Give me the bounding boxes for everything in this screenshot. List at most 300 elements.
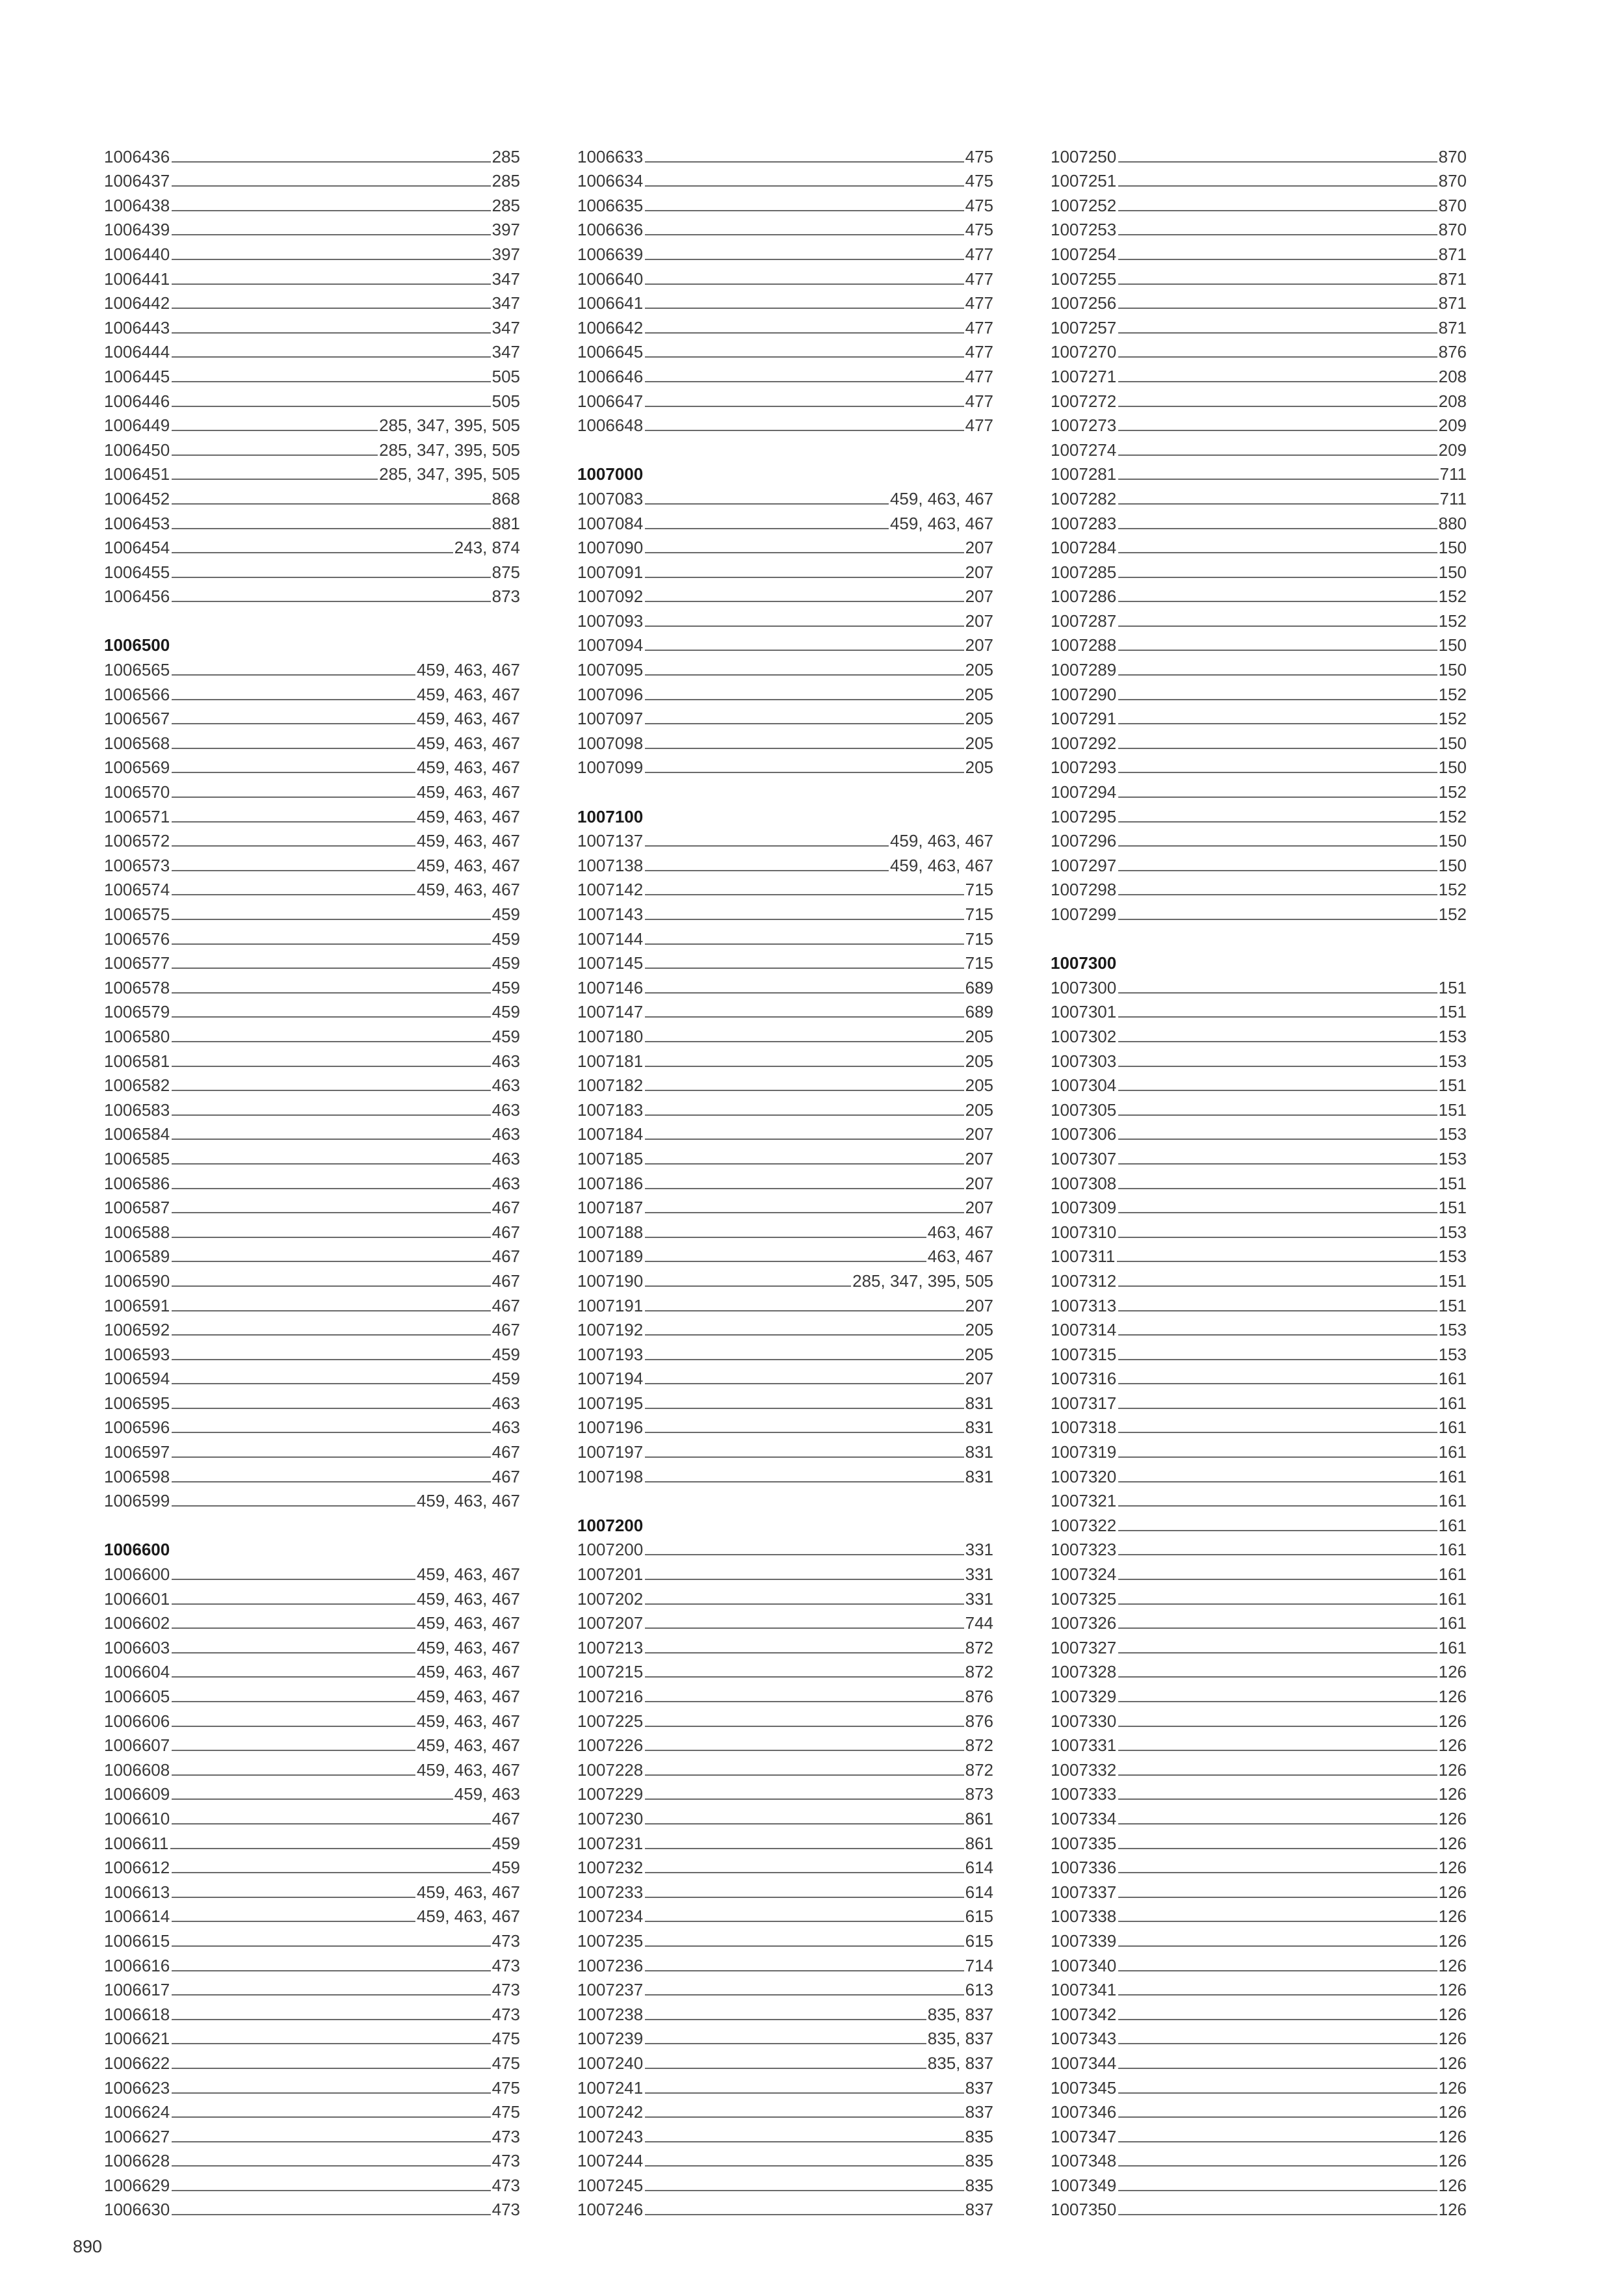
page-references: 207 bbox=[965, 1198, 993, 1218]
page-references: 161 bbox=[1438, 1637, 1467, 1657]
article-number: 1006581 bbox=[104, 1051, 170, 1071]
index-entry bbox=[577, 2098, 993, 2122]
leader-line bbox=[172, 1066, 490, 1067]
index-entry bbox=[1051, 631, 1467, 655]
index-entry bbox=[1051, 215, 1467, 240]
index-section bbox=[577, 802, 993, 1486]
index-entry bbox=[1051, 191, 1467, 215]
leader-line bbox=[645, 308, 963, 309]
leader-line bbox=[645, 2092, 963, 2094]
leader-line bbox=[645, 1237, 926, 1238]
article-number: 1007315 bbox=[1051, 1344, 1117, 1364]
leader-line bbox=[645, 1652, 963, 1653]
leader-line bbox=[1118, 1016, 1437, 1018]
page-references: 837 bbox=[965, 2102, 993, 2122]
article-number: 1007297 bbox=[1051, 855, 1117, 875]
page-references: 161 bbox=[1438, 1417, 1467, 1438]
leader-line bbox=[172, 1750, 415, 1751]
article-number: 1006589 bbox=[104, 1246, 170, 1267]
article-number: 1007325 bbox=[1051, 1588, 1117, 1609]
page-references: 126 bbox=[1438, 1980, 1467, 2000]
page-references: 475 bbox=[965, 146, 993, 166]
leader-line bbox=[645, 1408, 963, 1409]
index-entry bbox=[1051, 1804, 1467, 1828]
index-entry bbox=[1051, 1755, 1467, 1780]
article-number: 1007180 bbox=[577, 1026, 644, 1046]
index-entry bbox=[577, 606, 993, 631]
page-references: 463 bbox=[491, 1148, 520, 1168]
page-references: 126 bbox=[1438, 2126, 1467, 2146]
page-references: 152 bbox=[1438, 806, 1467, 826]
leader-line bbox=[172, 1383, 490, 1384]
leader-line bbox=[645, 1554, 963, 1555]
index-entry bbox=[577, 557, 993, 582]
index-entry bbox=[577, 2146, 993, 2171]
article-number: 1006640 bbox=[577, 269, 644, 289]
index-entry bbox=[104, 1462, 520, 1486]
index-entry bbox=[104, 1681, 520, 1706]
page-references: 473 bbox=[491, 1955, 520, 1975]
index-entry bbox=[104, 1975, 520, 2000]
leader-line bbox=[645, 1383, 963, 1384]
page-references: 285, 347, 395, 505 bbox=[852, 1271, 993, 1291]
article-number: 1007185 bbox=[577, 1148, 644, 1168]
page-references: 285, 347, 395, 505 bbox=[379, 440, 520, 460]
article-number: 1006452 bbox=[104, 488, 170, 508]
page-number: 890 bbox=[73, 2237, 103, 2256]
page-references: 459, 463, 467 bbox=[889, 831, 993, 851]
page-references: 475 bbox=[491, 2077, 520, 2098]
index-entry bbox=[104, 1731, 520, 1756]
leader-line bbox=[172, 1603, 415, 1605]
page-references: 467 bbox=[491, 1295, 520, 1315]
index-entry bbox=[104, 1168, 520, 1193]
page-references: 459, 463, 467 bbox=[416, 855, 520, 875]
page-references: 347 bbox=[491, 342, 520, 362]
article-number: 1007305 bbox=[1051, 1100, 1117, 1120]
page-references: 477 bbox=[965, 415, 993, 436]
leader-line bbox=[1118, 1726, 1437, 1727]
leader-line bbox=[645, 283, 963, 285]
leader-line bbox=[1118, 894, 1437, 895]
page-references: 831 bbox=[965, 1466, 993, 1486]
leader-line bbox=[1118, 332, 1437, 334]
index-entry bbox=[104, 191, 520, 215]
page-references: 477 bbox=[965, 317, 993, 337]
leader-line bbox=[1118, 1750, 1437, 1751]
article-number: 1007143 bbox=[577, 904, 644, 924]
page-references: 347 bbox=[491, 293, 520, 313]
leader-line bbox=[1118, 1823, 1437, 1825]
leader-line bbox=[1118, 1994, 1437, 1996]
page-references: 459 bbox=[491, 1344, 520, 1364]
leader-line bbox=[1118, 1848, 1437, 1849]
article-number: 1007091 bbox=[577, 562, 644, 582]
article-number: 1007215 bbox=[577, 1662, 644, 1682]
article-number: 1007293 bbox=[1051, 757, 1117, 778]
leader-line bbox=[1118, 1090, 1437, 1091]
page-references: 153 bbox=[1438, 1124, 1467, 1144]
leader-line bbox=[1118, 1921, 1437, 1922]
article-number: 1007302 bbox=[1051, 1026, 1117, 1046]
index-entry bbox=[577, 826, 993, 851]
page-references: 715 bbox=[965, 953, 993, 973]
article-number: 1006615 bbox=[104, 1930, 170, 1951]
article-number: 1006444 bbox=[104, 342, 170, 362]
page-references: 126 bbox=[1438, 2077, 1467, 2098]
page-references: 153 bbox=[1438, 1344, 1467, 1364]
index-entry bbox=[1051, 533, 1467, 558]
article-number: 1007238 bbox=[577, 2004, 644, 2024]
page-references: 152 bbox=[1438, 684, 1467, 704]
article-number: 1007231 bbox=[577, 1833, 644, 1853]
leader-line bbox=[172, 1139, 490, 1140]
index-entry bbox=[1051, 239, 1467, 264]
article-number: 1007251 bbox=[1051, 171, 1117, 191]
index-entry bbox=[104, 215, 520, 240]
index-entry bbox=[104, 1486, 520, 1511]
page-references: 870 bbox=[1438, 195, 1467, 215]
leader-line bbox=[645, 992, 963, 994]
page-references: 153 bbox=[1438, 1246, 1467, 1267]
leader-line bbox=[172, 943, 490, 945]
leader-line bbox=[1118, 1041, 1437, 1042]
article-number: 1007314 bbox=[1051, 1320, 1117, 1340]
index-entry bbox=[104, 1609, 520, 1633]
page-references: 152 bbox=[1438, 709, 1467, 729]
leader-line bbox=[1118, 1530, 1437, 1531]
page-references: 285 bbox=[491, 171, 520, 191]
leader-line bbox=[1118, 185, 1437, 187]
page-references: 153 bbox=[1438, 1320, 1467, 1340]
leader-line bbox=[1118, 772, 1437, 773]
article-number: 1007098 bbox=[577, 733, 644, 753]
article-number: 1006580 bbox=[104, 1026, 170, 1046]
page-references: 331 bbox=[965, 1588, 993, 1609]
index-entry bbox=[1051, 460, 1467, 484]
leader-line bbox=[645, 185, 963, 187]
index-section bbox=[1051, 142, 1467, 924]
index-entry bbox=[104, 997, 520, 1022]
index-entry bbox=[104, 1926, 520, 1951]
index-entry bbox=[1051, 1951, 1467, 1975]
leader-line bbox=[1118, 748, 1437, 749]
index-entry bbox=[577, 1413, 993, 1438]
page-references: 150 bbox=[1438, 733, 1467, 753]
leader-line bbox=[1118, 1505, 1437, 1507]
article-number: 1007310 bbox=[1051, 1222, 1117, 1242]
index-entry bbox=[104, 289, 520, 313]
page-references: 161 bbox=[1438, 1466, 1467, 1486]
leader-line bbox=[1118, 2068, 1437, 2069]
index-entry bbox=[104, 582, 520, 607]
leader-line bbox=[1118, 797, 1437, 798]
leader-line bbox=[172, 1897, 415, 1898]
index-entry bbox=[104, 2098, 520, 2122]
page-references: 475 bbox=[965, 195, 993, 215]
page-references: 872 bbox=[965, 1662, 993, 1682]
index-entry bbox=[104, 166, 520, 191]
page-references: 151 bbox=[1438, 1100, 1467, 1120]
article-number: 1007096 bbox=[577, 684, 644, 704]
page-references: 459, 463, 467 bbox=[889, 488, 993, 508]
page-references: 151 bbox=[1438, 1198, 1467, 1218]
page-references: 152 bbox=[1438, 586, 1467, 607]
section-heading: 1007300 bbox=[1051, 953, 1117, 973]
article-number: 1007198 bbox=[577, 1466, 644, 1486]
article-number: 1007144 bbox=[577, 929, 644, 949]
page-references: 205 bbox=[965, 1026, 993, 1046]
page-references: 459, 463, 467 bbox=[416, 1637, 520, 1657]
article-number: 1006572 bbox=[104, 831, 170, 851]
page-references: 161 bbox=[1438, 1588, 1467, 1609]
leader-line bbox=[1118, 356, 1437, 358]
page-references: 126 bbox=[1438, 1759, 1467, 1780]
page-references: 873 bbox=[491, 586, 520, 607]
index-entry bbox=[577, 1364, 993, 1389]
article-number: 1006443 bbox=[104, 317, 170, 337]
index-entry bbox=[1051, 655, 1467, 679]
article-number: 1007298 bbox=[1051, 880, 1117, 900]
page-references: 208 bbox=[1438, 366, 1467, 386]
page-references: 397 bbox=[491, 220, 520, 240]
leader-line bbox=[645, 894, 963, 895]
index-entry bbox=[1051, 753, 1467, 778]
index-entry bbox=[104, 142, 520, 166]
article-number: 1006634 bbox=[577, 171, 644, 191]
article-number: 1006453 bbox=[104, 513, 170, 533]
leader-line bbox=[645, 2141, 963, 2142]
index-entry bbox=[104, 264, 520, 289]
article-number: 1006451 bbox=[104, 464, 170, 484]
index-entry bbox=[1051, 289, 1467, 313]
page-references: 208 bbox=[1438, 391, 1467, 411]
article-number: 1006645 bbox=[577, 342, 644, 362]
index-entry bbox=[577, 191, 993, 215]
index-entry bbox=[104, 1021, 520, 1046]
leader-line bbox=[645, 1970, 963, 1971]
index-entry bbox=[577, 1021, 993, 1046]
article-number: 1007321 bbox=[1051, 1491, 1117, 1511]
page-references: 126 bbox=[1438, 1955, 1467, 1975]
page-references: 459 bbox=[491, 1369, 520, 1389]
page-references: 151 bbox=[1438, 1271, 1467, 1291]
leader-line bbox=[172, 2092, 490, 2094]
page-references: 150 bbox=[1438, 660, 1467, 680]
index-entry bbox=[1051, 1388, 1467, 1413]
leader-line bbox=[645, 2068, 926, 2069]
page-references: 872 bbox=[965, 1759, 993, 1780]
article-number: 1006449 bbox=[104, 415, 170, 436]
page-references: 459, 463, 467 bbox=[416, 1711, 520, 1731]
article-number: 1007200 bbox=[577, 1540, 644, 1560]
leader-line bbox=[172, 528, 490, 529]
article-number: 1006648 bbox=[577, 415, 644, 436]
index-entry bbox=[577, 289, 993, 313]
index-entry bbox=[104, 337, 520, 362]
page-references: 150 bbox=[1438, 538, 1467, 558]
page-references: 459, 463, 467 bbox=[416, 660, 520, 680]
article-number: 1007195 bbox=[577, 1393, 644, 1413]
article-number: 1006592 bbox=[104, 1320, 170, 1340]
index-entry bbox=[1051, 1681, 1467, 1706]
article-number: 1007338 bbox=[1051, 1906, 1117, 1927]
leader-line bbox=[645, 1994, 963, 1996]
leader-line bbox=[1118, 1701, 1437, 1702]
page-references: 861 bbox=[965, 1833, 993, 1853]
index-entry bbox=[577, 753, 993, 778]
leader-line bbox=[172, 234, 490, 235]
index-entry bbox=[577, 484, 993, 508]
article-number: 1006646 bbox=[577, 366, 644, 386]
index-entry bbox=[104, 1339, 520, 1364]
leader-line bbox=[172, 601, 490, 602]
leader-line bbox=[172, 1456, 490, 1458]
page-references: 151 bbox=[1438, 1002, 1467, 1022]
index-entry bbox=[104, 679, 520, 704]
page-references: 331 bbox=[965, 1540, 993, 1560]
article-number: 1006613 bbox=[104, 1882, 170, 1902]
index-entry bbox=[1051, 1731, 1467, 1756]
page-references: 150 bbox=[1438, 831, 1467, 851]
leader-line bbox=[172, 699, 415, 700]
article-number: 1007226 bbox=[577, 1735, 644, 1756]
leader-line bbox=[645, 2165, 963, 2167]
page-references: 207 bbox=[965, 635, 993, 655]
index-entry bbox=[577, 533, 993, 558]
index-entry bbox=[104, 728, 520, 753]
article-number: 1006616 bbox=[104, 1955, 170, 1975]
index-entry bbox=[1051, 1095, 1467, 1120]
article-number: 1007190 bbox=[577, 1271, 644, 1291]
index-entry bbox=[577, 1193, 993, 1218]
page-references: 151 bbox=[1438, 1295, 1467, 1315]
article-number: 1007252 bbox=[1051, 195, 1117, 215]
index-entry bbox=[104, 484, 520, 508]
index-entry bbox=[104, 533, 520, 558]
leader-line bbox=[172, 870, 415, 871]
index-entry bbox=[577, 679, 993, 704]
page-references: 715 bbox=[965, 880, 993, 900]
leader-line bbox=[1118, 2165, 1437, 2167]
leader-line bbox=[1118, 1456, 1437, 1458]
article-number: 1007336 bbox=[1051, 1858, 1117, 1878]
article-number: 1007290 bbox=[1051, 684, 1117, 704]
page-references: 459, 463, 467 bbox=[416, 1588, 520, 1609]
page-references: 831 bbox=[965, 1442, 993, 1462]
article-number: 1006578 bbox=[104, 977, 170, 997]
page-references: 463 bbox=[491, 1393, 520, 1413]
page-references: 126 bbox=[1438, 1711, 1467, 1731]
index-entry bbox=[104, 2024, 520, 2049]
article-number: 1006642 bbox=[577, 317, 644, 337]
article-number: 1006633 bbox=[577, 146, 644, 166]
page-references: 126 bbox=[1438, 2004, 1467, 2024]
leader-line bbox=[645, 1090, 963, 1091]
article-number: 1006456 bbox=[104, 586, 170, 607]
page-references: 207 bbox=[965, 1124, 993, 1144]
index-entry bbox=[1051, 1828, 1467, 1853]
index-entry bbox=[104, 899, 520, 924]
article-number: 1006584 bbox=[104, 1124, 170, 1144]
page-references: 614 bbox=[965, 1882, 993, 1902]
index-entry bbox=[104, 826, 520, 851]
index-entry bbox=[104, 1266, 520, 1291]
article-number: 1007331 bbox=[1051, 1735, 1117, 1756]
article-number: 1007233 bbox=[577, 1882, 644, 1902]
leader-line bbox=[172, 1627, 415, 1629]
index-entry bbox=[104, 1095, 520, 1120]
index-entry bbox=[104, 1559, 520, 1584]
page-references: 475 bbox=[965, 171, 993, 191]
index-entry bbox=[1051, 1217, 1467, 1242]
page-references: 459, 463, 467 bbox=[416, 1613, 520, 1633]
page-references: 459, 463, 467 bbox=[416, 1906, 520, 1927]
index-entry bbox=[577, 337, 993, 362]
index-entry bbox=[577, 1877, 993, 1902]
leader-line bbox=[1118, 1212, 1437, 1213]
leader-line bbox=[172, 259, 490, 260]
page-references: 711 bbox=[1439, 488, 1467, 508]
article-number: 1006593 bbox=[104, 1344, 170, 1364]
leader-line bbox=[1118, 259, 1437, 260]
article-number: 1007311 bbox=[1051, 1246, 1116, 1267]
page-references: 205 bbox=[965, 1320, 993, 1340]
leader-line bbox=[1118, 919, 1437, 920]
index-entry bbox=[104, 1706, 520, 1731]
index-entry bbox=[1051, 1168, 1467, 1193]
index-entry bbox=[1051, 1193, 1467, 1218]
article-number: 1007329 bbox=[1051, 1687, 1117, 1706]
page-references: 126 bbox=[1438, 1808, 1467, 1828]
page-references: 397 bbox=[491, 244, 520, 264]
article-number: 1007236 bbox=[577, 1955, 644, 1975]
leader-line bbox=[172, 1261, 490, 1262]
article-number: 1007334 bbox=[1051, 1808, 1117, 1828]
article-number: 1006624 bbox=[104, 2102, 170, 2122]
article-number: 1007348 bbox=[1051, 2151, 1117, 2171]
index-entry bbox=[577, 728, 993, 753]
page-references: 473 bbox=[491, 1930, 520, 1951]
article-number: 1007181 bbox=[577, 1051, 644, 1071]
leader-line bbox=[1118, 1798, 1437, 1800]
section-heading: 1006600 bbox=[104, 1540, 170, 1560]
index-entry bbox=[577, 1657, 993, 1682]
index-entry bbox=[104, 949, 520, 973]
page-references: 837 bbox=[965, 2200, 993, 2220]
article-number: 1007324 bbox=[1051, 1564, 1117, 1585]
article-number: 1007207 bbox=[577, 1613, 644, 1633]
leader-line bbox=[645, 332, 963, 334]
index-entry bbox=[104, 362, 520, 386]
article-number: 1007083 bbox=[577, 488, 644, 508]
index-entry bbox=[577, 386, 993, 411]
article-number: 1006599 bbox=[104, 1491, 170, 1511]
index-entry bbox=[104, 875, 520, 900]
leader-line bbox=[1118, 699, 1437, 700]
article-number: 1007241 bbox=[577, 2077, 644, 2098]
leader-line bbox=[645, 1041, 963, 1042]
page-references: 477 bbox=[965, 366, 993, 386]
index-entry bbox=[1051, 1657, 1467, 1682]
page-references: 161 bbox=[1438, 1442, 1467, 1462]
page-references: 475 bbox=[965, 220, 993, 240]
index-entry bbox=[1051, 1780, 1467, 1804]
index-entry bbox=[1051, 1975, 1467, 2000]
index-entry bbox=[1051, 1339, 1467, 1364]
leader-line bbox=[172, 968, 490, 969]
article-number: 1006441 bbox=[104, 269, 170, 289]
